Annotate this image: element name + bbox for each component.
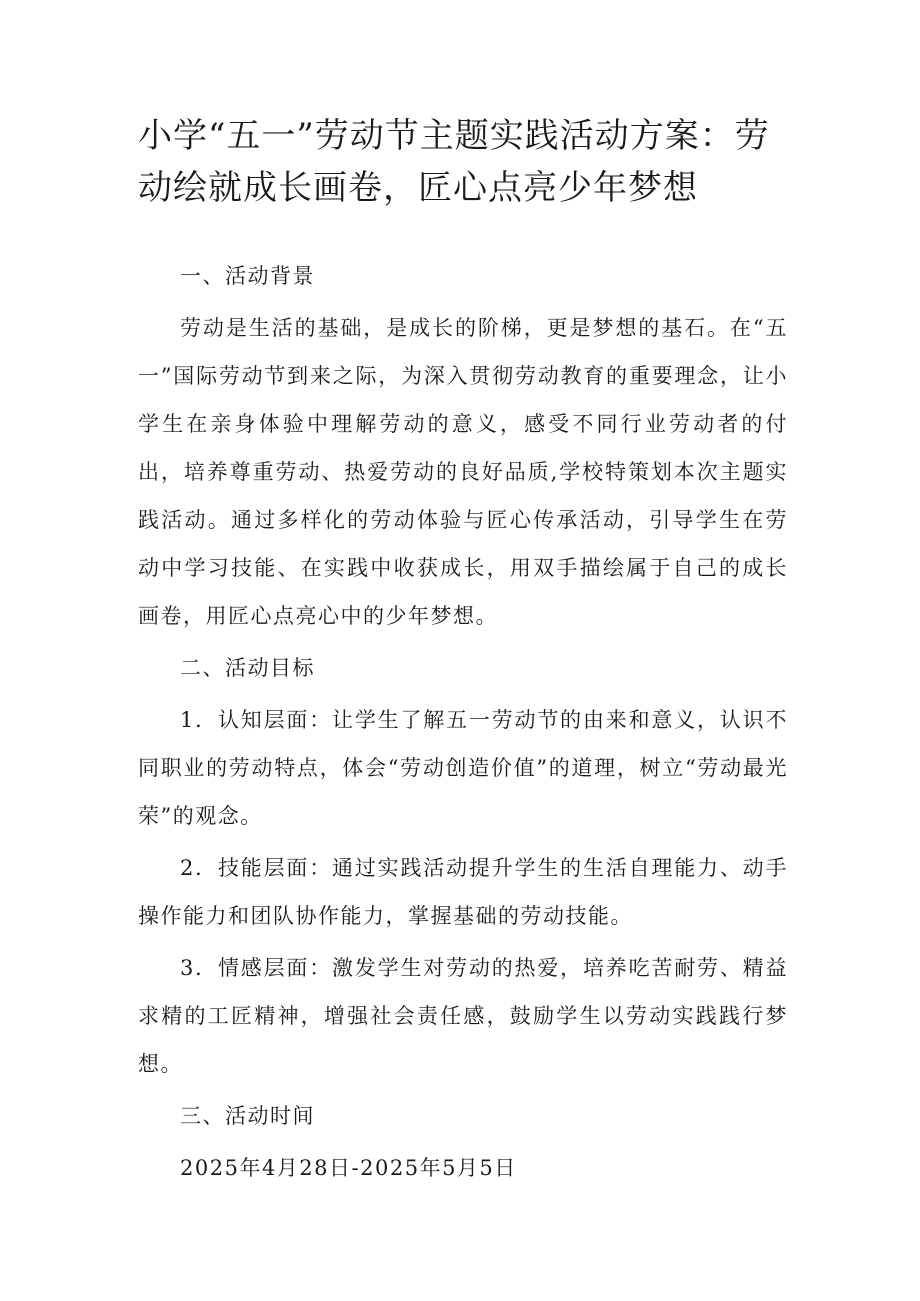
background-paragraph: 劳动是生活的基础，是成长的阶梯，更是梦想的基石。在“五一”国际劳动节到来之际，为深入贯彻劳动教育的重要理念，让小学生在亲身体验中理解劳动的意义，感受不同行业劳动者的付出，培养尊重劳动、热爱劳动的良好品质,学校特策划本次主题实践活动。通过多样化的劳动体验与匠心传承活动，引导学生在劳动中学习技能、在实践中收获成长，用双手描绘属于自己的成长画卷，用匠心点亮心中的少年梦想。 <box>138 316 788 628</box>
section-heading-goals: 二、活动目标 <box>180 656 315 680</box>
document-title: 小学“五一”劳动节主题实践活动方案：劳动绘就成长画卷，匠心点亮少年梦想 <box>138 116 770 208</box>
document-body <box>138 252 788 1192</box>
section-heading-background: 一、活动背景 <box>180 264 315 288</box>
activity-date-range: 2025年4月28日-2025年5月5日 <box>180 1156 517 1180</box>
goal-item-skills: 2．技能层面：通过实践活动提升学生的生活自理能力、动手操作能力和团队协作能力，掌握基础的劳动技能。 <box>138 856 788 928</box>
goal-item-emotional: 3．情感层面：激发学生对劳动的热爱，培养吃苦耐劳、精益求精的工匠精神，增强社会责任感，鼓励学生以劳动实践践行梦想。 <box>138 956 788 1076</box>
section-heading-time: 三、活动时间 <box>180 1104 315 1128</box>
goal-item-cognitive: 1．认知层面：让学生了解五一劳动节的由来和意义，认识不同职业的劳动特点，体会“劳动创造价值”的道理，树立“劳动最光荣”的观念。 <box>138 708 788 828</box>
